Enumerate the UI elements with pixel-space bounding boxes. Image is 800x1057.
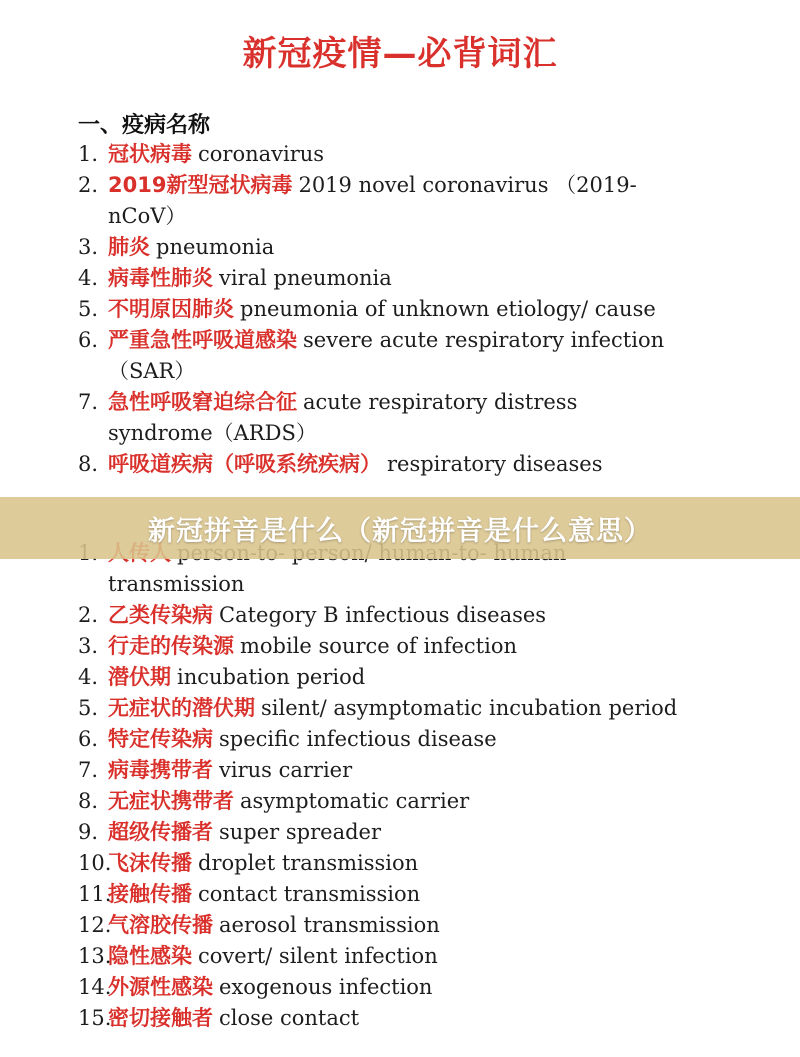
english-translation: pneumonia of unknown etiology/ cause	[240, 297, 656, 321]
transmission-terms-list	[78, 538, 688, 1034]
chinese-term: 无症状携带者	[108, 789, 234, 813]
list-item	[78, 662, 688, 693]
chinese-term: 接触传播	[108, 882, 192, 906]
item-number: 6.	[78, 727, 99, 751]
list-item	[78, 910, 688, 941]
list-item	[78, 325, 688, 387]
item-number: 3.	[78, 235, 99, 259]
overlay-banner: 新冠拼音是什么（新冠拼音是什么意思）	[0, 497, 800, 559]
item-number: 3.	[78, 634, 99, 658]
item-number: 5.	[78, 297, 99, 321]
chinese-term: 严重急性呼吸道感染	[108, 328, 297, 352]
list-item	[78, 600, 688, 631]
chinese-term: 肺炎	[108, 235, 150, 259]
item-number: 4.	[78, 665, 99, 689]
chinese-term: 2019新型冠状病毒	[108, 173, 293, 197]
item-number: 10.	[78, 851, 112, 875]
english-translation: transmission	[108, 572, 245, 596]
chinese-term: 超级传播者	[108, 820, 213, 844]
item-number: 7.	[78, 758, 99, 782]
english-translation: exogenous infection	[219, 975, 433, 999]
list-item	[78, 693, 688, 724]
item-number: 2.	[78, 173, 99, 197]
chinese-term: 冠状病毒	[108, 142, 192, 166]
item-number: 14.	[78, 975, 112, 999]
item-number: 7.	[78, 390, 99, 414]
list-item	[78, 631, 688, 662]
list-item	[78, 449, 688, 480]
item-number: 2.	[78, 603, 99, 627]
item-number: 6.	[78, 328, 99, 352]
chinese-term: 密切接触者	[108, 1006, 213, 1030]
item-number: 13.	[78, 944, 112, 968]
english-translation: mobile source of infection	[240, 634, 517, 658]
item-number: 15.	[78, 1006, 112, 1030]
chinese-term: 呼吸道疾病（呼吸系统疾病）	[108, 452, 381, 476]
english-translation: acute respiratory distress syndrome（ARDS）	[108, 390, 578, 445]
list-item	[78, 387, 688, 449]
section-heading-disease-names: 一、疫病名称	[78, 113, 211, 138]
chinese-term: 乙类传染病	[108, 603, 213, 627]
chinese-term: 特定传染病	[108, 727, 213, 751]
english-translation: asymptomatic carrier	[240, 789, 470, 813]
english-translation: viral pneumonia	[219, 266, 392, 290]
english-translation: pneumonia	[156, 235, 275, 259]
english-translation: super spreader	[219, 820, 382, 844]
english-translation: coronavirus	[198, 142, 325, 166]
chinese-term: 气溶胶传播	[108, 913, 213, 937]
list-item	[78, 724, 688, 755]
page-title: 新冠疫情—必背词汇	[242, 34, 558, 74]
english-translation: silent/ asymptomatic incubation period	[261, 696, 678, 720]
english-translation: aerosol transmission	[219, 913, 440, 937]
english-translation: Category B infectious diseases	[219, 603, 547, 627]
list-item	[78, 879, 688, 910]
item-number: 8.	[78, 452, 99, 476]
list-item	[78, 972, 688, 1003]
list-item	[78, 941, 688, 972]
chinese-term: 外源性感染	[108, 975, 213, 999]
chinese-term: 隐性感染	[108, 944, 192, 968]
english-translation: respiratory diseases	[387, 452, 603, 476]
english-translation: specific infectious disease	[219, 727, 497, 751]
item-number: 11.	[78, 882, 112, 906]
disease-names-list	[78, 139, 688, 480]
item-number: 9.	[78, 820, 99, 844]
english-translation: incubation period	[177, 665, 366, 689]
item-number: 12.	[78, 913, 112, 937]
list-item	[78, 294, 688, 325]
list-item	[78, 139, 688, 170]
list-item	[78, 848, 688, 879]
english-translation: contact transmission	[198, 882, 421, 906]
list-item	[78, 817, 688, 848]
list-item	[78, 755, 688, 786]
item-number: 5.	[78, 696, 99, 720]
chinese-term: 潜伏期	[108, 665, 171, 689]
chinese-term: 急性呼吸窘迫综合征	[108, 390, 297, 414]
chinese-term: 飞沫传播	[108, 851, 192, 875]
english-translation: 2019 novel coronavirus （2019-nCoV）	[108, 173, 637, 228]
chinese-term: 无症状的潜伏期	[108, 696, 255, 720]
english-translation: droplet transmission	[198, 851, 419, 875]
item-number: 4.	[78, 266, 99, 290]
chinese-term: 不明原因肺炎	[108, 297, 234, 321]
english-translation: virus carrier	[219, 758, 353, 782]
item-number: 1.	[78, 142, 99, 166]
list-item	[78, 232, 688, 263]
english-translation: severe acute respiratory infection（SAR）	[108, 328, 665, 383]
item-number: 8.	[78, 789, 99, 813]
chinese-term: 病毒性肺炎	[108, 266, 213, 290]
chinese-term: 行走的传染源	[108, 634, 234, 658]
list-item	[78, 263, 688, 294]
list-item	[78, 1003, 688, 1034]
list-item	[78, 786, 688, 817]
english-translation: close contact	[219, 1006, 360, 1030]
english-translation: covert/ silent infection	[198, 944, 438, 968]
chinese-term: 病毒携带者	[108, 758, 213, 782]
list-item	[78, 170, 688, 232]
